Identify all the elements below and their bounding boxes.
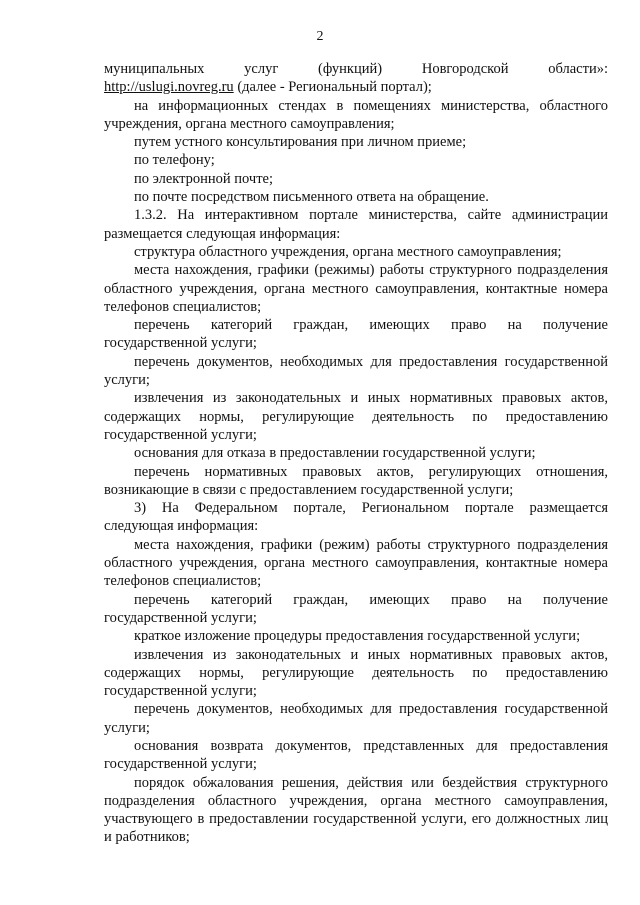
paragraph: перечень документов, необходимых для предоставления государственной услуги; <box>104 353 608 389</box>
paragraph: перечень документов, необходимых для предоставления государственной услуги; <box>104 701 608 736</box>
paragraph: основания возврата документов, представленных для предоставления государственной услуги; <box>104 737 608 773</box>
page-number: 2 <box>316 29 324 44</box>
paragraph: основания для отказа в предоставлении государственной услуги; <box>134 445 536 462</box>
paragraph: извлечения из законодательных и иных нормативных правовых актов, содержащих нормы, регулирующие деятельность по предоставлению государственной услуги; <box>104 390 608 443</box>
paragraph <box>104 78 608 96</box>
document-body <box>104 60 608 847</box>
paragraph: структура областного учреждения, органа местного самоуправления; <box>134 243 562 260</box>
paragraph: по электронной почте; <box>134 170 274 187</box>
paragraph: перечень категорий граждан, имеющих право на получение государственной услуги; <box>104 317 608 352</box>
paragraph: перечень категорий граждан, имеющих право на получение государственной услуги; <box>104 591 608 626</box>
paragraph: места нахождения, графики (режимы) работы структурного подразделения областного учреждения, органа местного самоуправления, контактные номера телефонов специалистов; <box>104 262 608 315</box>
paragraph: места нахождения, графики (режим) работы структурного подразделения областного учреждения, органа местного самоуправления, контактные номера телефонов специалистов; <box>104 536 608 590</box>
paragraph: на информационных стендах в помещениях министерства, областного учреждения, органа местного самоуправления; <box>104 97 608 132</box>
regional-portal-link[interactable]: http://uslugi.novreg.ru <box>104 79 234 96</box>
paragraph: 3) На Федеральном портале, Региональном портале размещается следующая информация: <box>104 500 608 535</box>
paragraph: краткое изложение процедуры предоставления государственной услуги; <box>134 628 581 645</box>
paragraph: путем устного консультирования при личном приеме; <box>134 134 467 151</box>
paragraph: перечень нормативных правовых актов, регулирующих отношения, возникающие в связи с предоставлением государственной услуги; <box>104 463 608 498</box>
paragraph: порядок обжалования решения, действия или бездействия структурного подразделения областного учреждения, органа местного самоуправления, участвующего в предоставлении государственной услуги, его должностных лиц и работников; <box>104 774 608 846</box>
paragraph: по почте посредством письменного ответа на обращение. <box>134 189 489 206</box>
paragraph: по телефону; <box>134 152 215 169</box>
paragraph: муниципальных услуг (функций) Новгородской области»: <box>104 61 608 77</box>
paragraph: 1.3.2. На интерактивном портале министерства, сайте администрации размещается следующая информация: <box>104 207 608 242</box>
paragraph: извлечения из законодательных и иных нормативных правовых актов, содержащих нормы, регулирующие деятельность по предоставлению государственной услуги; <box>104 646 608 700</box>
paragraph-text: (далее - Региональный портал); <box>233 79 432 96</box>
